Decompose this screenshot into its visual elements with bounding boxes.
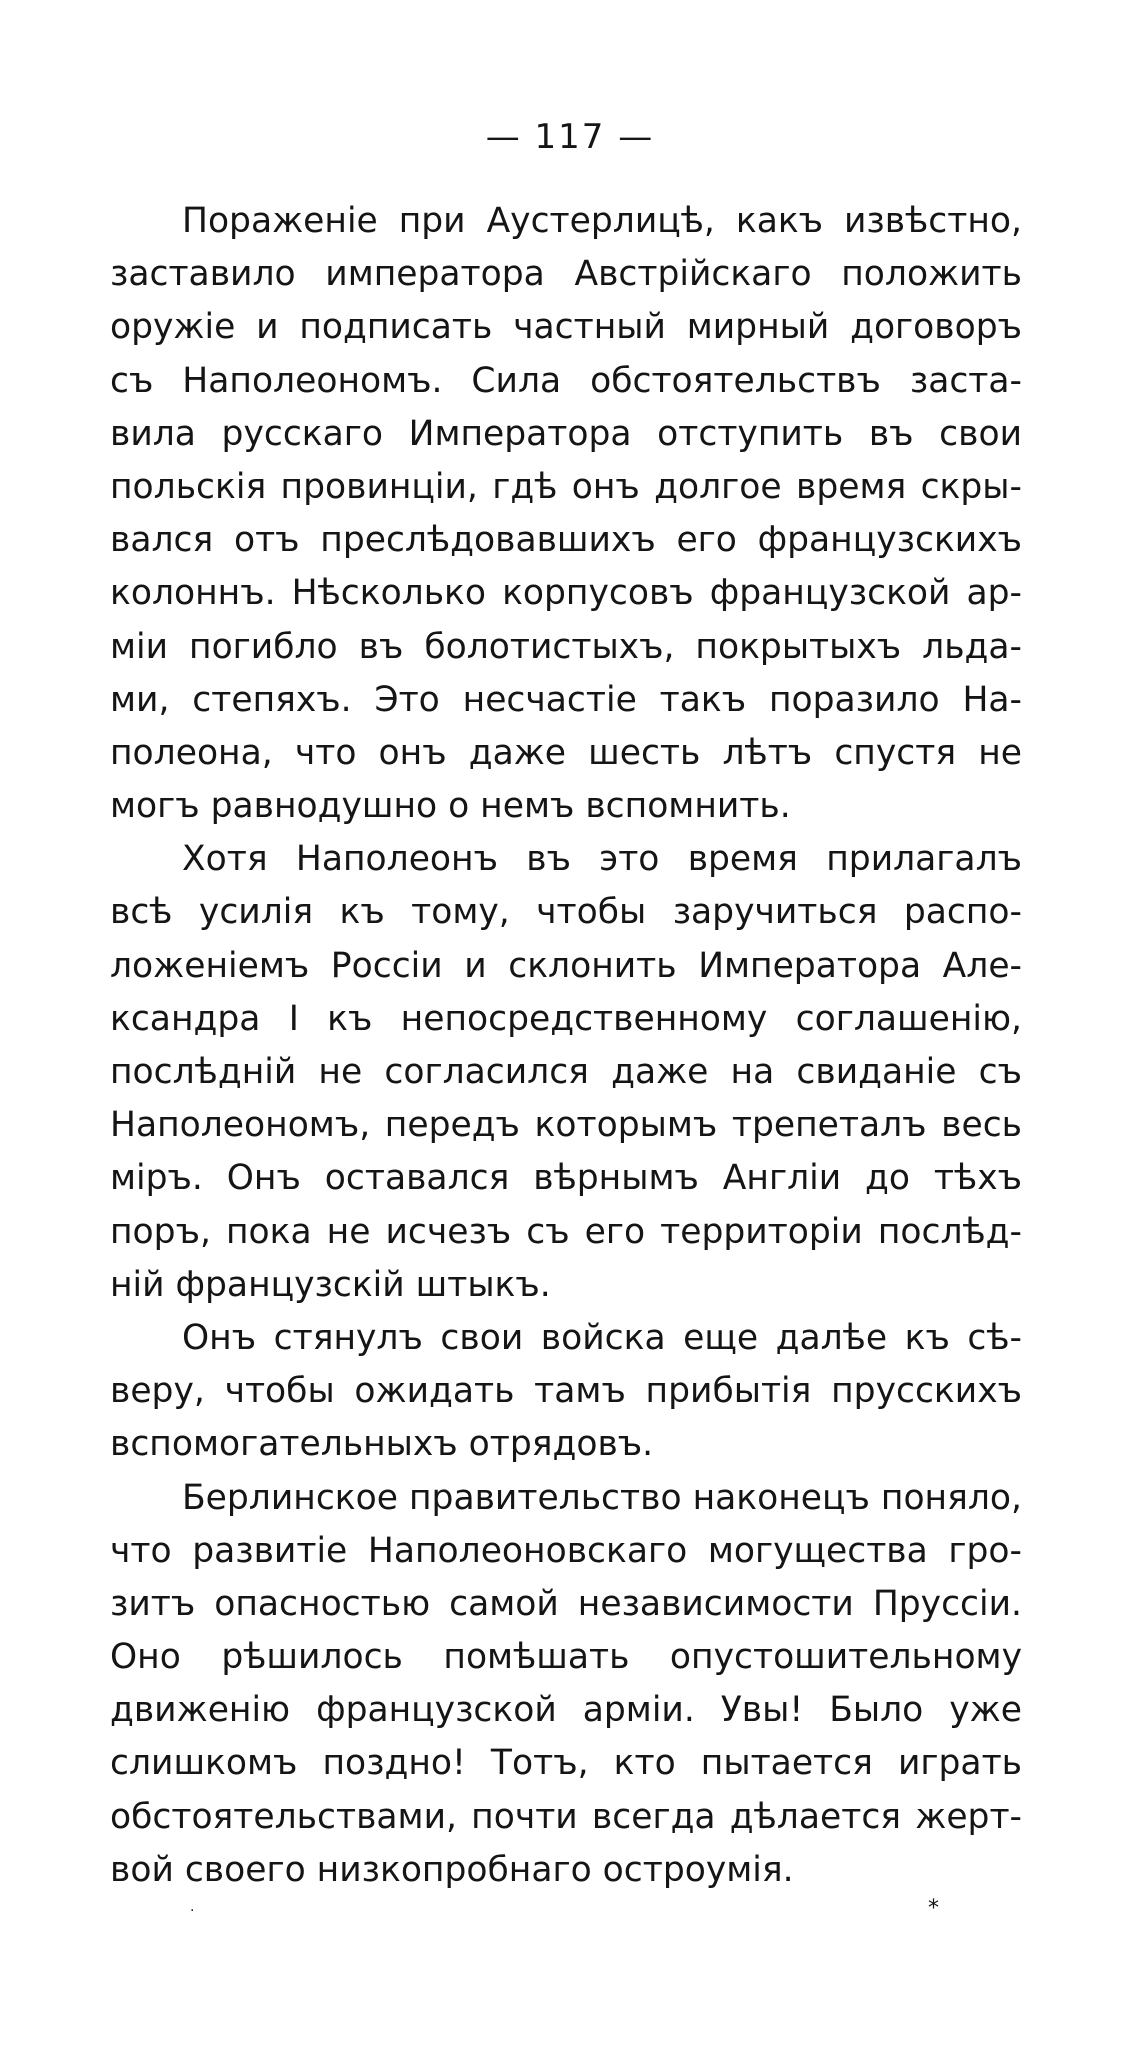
text-line: всѣ усилія къ тому, чтобы заручиться распо- — [110, 892, 1022, 933]
text-line: Онъ стянулъ свои войска еще далѣе къ сѣ- — [182, 1317, 1022, 1358]
text-line: поръ, пока не исчезъ съ его территоріи послѣд- — [110, 1211, 1022, 1252]
text-line: вался отъ преслѣдовавшихъ его французскихъ — [110, 520, 1022, 561]
text-line: польскія провинціи, гдѣ онъ долгое время скры- — [110, 466, 1022, 507]
text-line: полеона, что онъ даже шесть лѣтъ спустя не — [110, 732, 1022, 773]
text-line: ксандра I къ непосредственному соглашенію, — [110, 998, 1022, 1039]
text-line: послѣдній не согласился даже на свиданіе съ — [110, 1052, 1022, 1092]
text-line: могъ равнодушно о немъ вспомнить. — [110, 786, 791, 827]
text-line: вспомогательныхъ отрядовъ. — [110, 1424, 654, 1465]
text-line: ложеніемъ Россіи и склонить Императора Але- — [110, 945, 1022, 986]
signature-asterisk-mark: * — [928, 1896, 939, 1921]
page-number: — 117 — — [485, 117, 655, 157]
text-line: обстоятельствами, почти всегда дѣлается жерт- — [110, 1796, 1022, 1837]
text-line: что развитіе Наполеоновскаго могущества гро- — [110, 1530, 1022, 1571]
text-line: Берлинское правительство наконецъ поняло, — [182, 1477, 1022, 1518]
text-line: колоннъ. Нѣсколько корпусовъ французской ар- — [110, 573, 1022, 614]
text-line: вой своего низкопробнаго остроумія. — [110, 1849, 794, 1890]
text-line: міи погибло въ болотистыхъ, покрытыхъ льда- — [110, 626, 1022, 667]
text-line: Пораженіе при Аустерлицѣ, какъ извѣстно, — [182, 201, 1022, 241]
text-line: веру, чтобы ожидать тамъ прибытія прусскихъ — [110, 1371, 1022, 1412]
text-line: Хотя Наполеонъ въ это время прилагалъ — [182, 839, 1022, 880]
text-line: вила русскаго Императора отступить въ свои — [110, 413, 1022, 454]
text-line: съ Наполеономъ. Сила обстоятельствъ заста- — [110, 360, 1022, 401]
text-line: Наполеономъ, передъ которымъ трепеталъ весь — [110, 1105, 1022, 1146]
text-line: заставило императора Австрійскаго положить — [110, 254, 1022, 295]
text-line: Оно рѣшилось помѣшать опустошительному — [110, 1637, 1022, 1678]
text-line: слишкомъ поздно! Тотъ, кто пытается играть — [110, 1743, 1022, 1784]
printer-dot-mark: · — [190, 1903, 195, 1919]
text-line: оружіе и подписать частный мирный договоръ — [110, 307, 1022, 348]
text-line: зитъ опасностью самой независимости Пруссіи. — [110, 1583, 1022, 1624]
text-line: міръ. Онъ оставался вѣрнымъ Англіи до тѣхъ — [110, 1158, 1022, 1199]
text-line: ній французскій штыкъ. — [110, 1264, 551, 1305]
text-line: движенію французской арміи. Увы! Было уже — [110, 1690, 1022, 1731]
body-text — [110, 195, 1022, 1897]
text-line: ми, степяхъ. Это несчастіе такъ поразило На- — [110, 679, 1022, 720]
